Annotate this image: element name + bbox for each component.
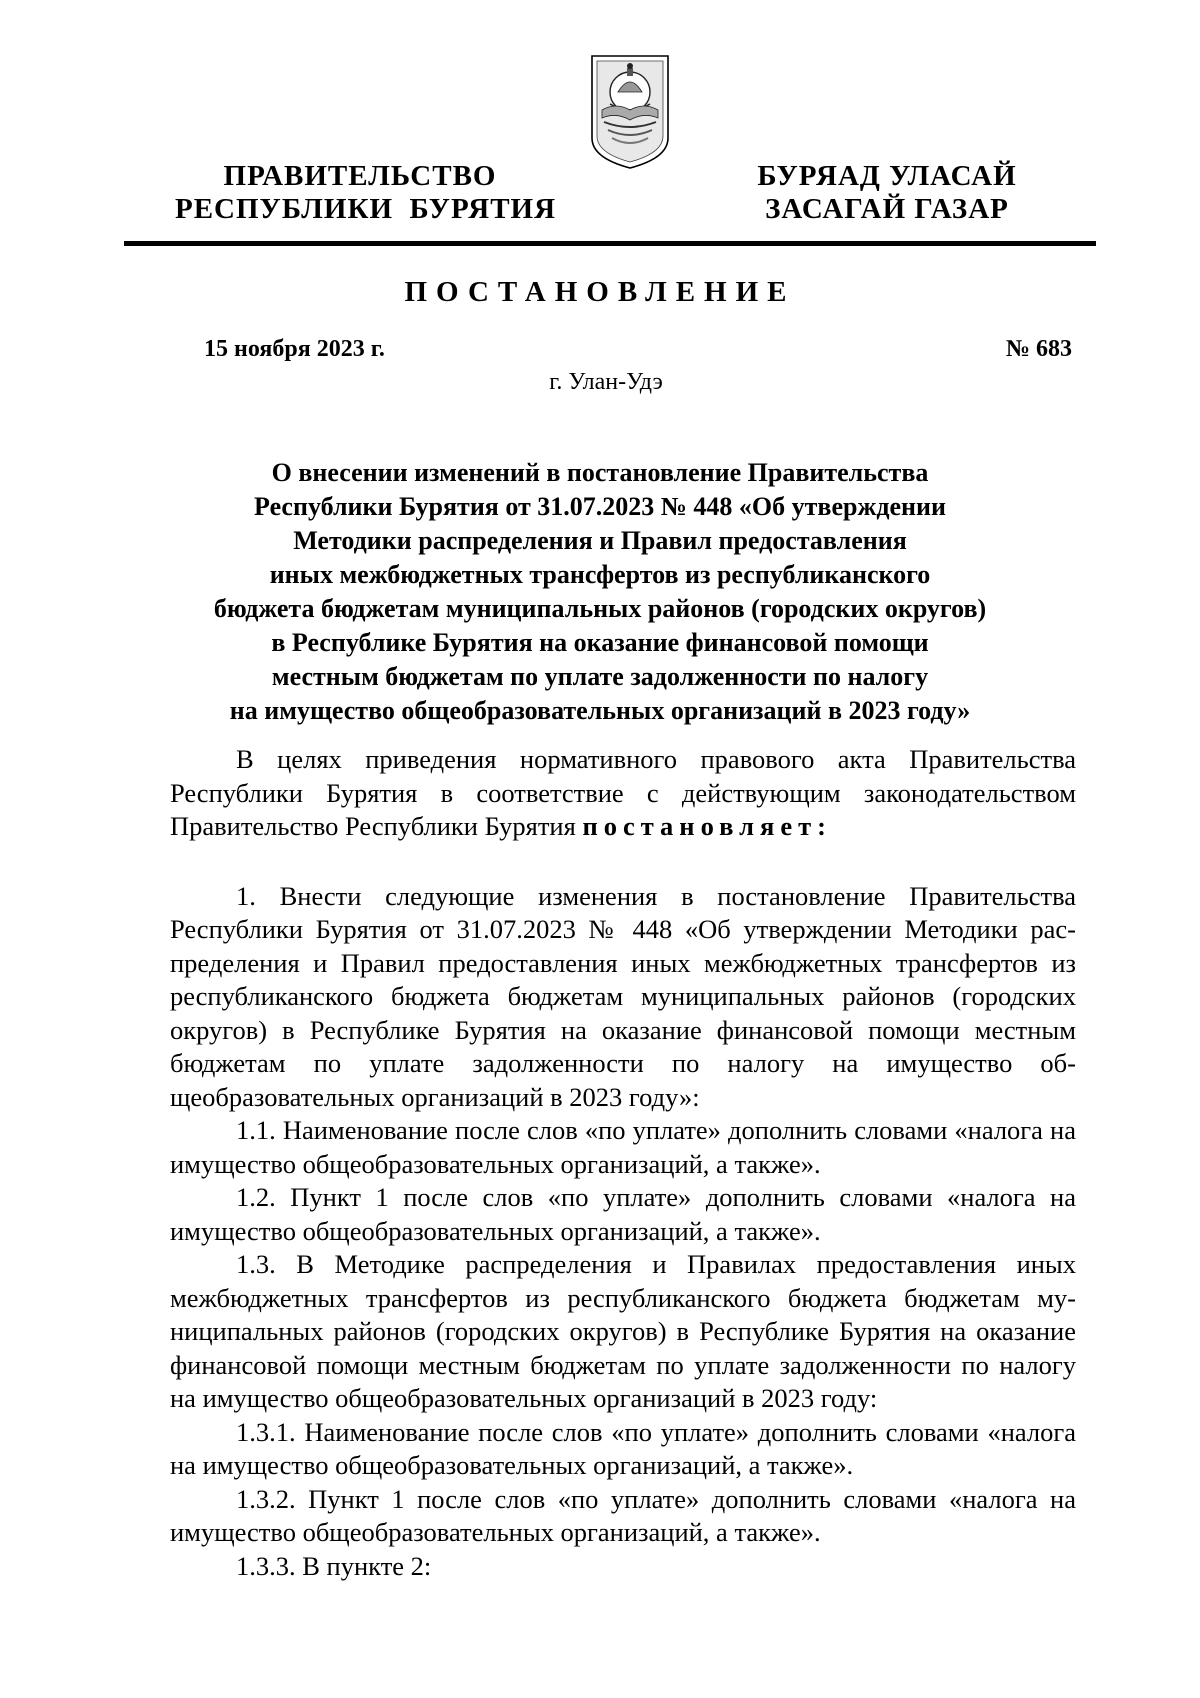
clause-1-3: 1.3. В Методике распределения и Правилах предоставления иных межбюджетных трансфертов из республиканского бюджета бюджетам муниципальных районов (городских округов) в Республике Бурятия на оказание финансовой помощи местным бюджетам по уплате задолженности по налогу на имущество общеобразовательных организаций в 2023 году: bbox=[170, 1249, 1076, 1413]
buryatia-coat-of-arms-icon bbox=[588, 52, 672, 172]
title-line: бюджета бюджетам муниципальных районов (городских округов) bbox=[213, 594, 987, 623]
preamble-resolves: постановляет: bbox=[582, 811, 832, 841]
org-name-buryat bbox=[752, 160, 1022, 226]
clause-1-2: 1.2. Пункт 1 после слов «по уплате» дополнить словами «налога на имущество общеобразовательных организаций, а также». bbox=[170, 1182, 1076, 1246]
clause-1-3-2: 1.3.2. Пункт 1 после слов «по уплате» дополнить словами «налога на имущество общеобразовательных организаций, а также». bbox=[170, 1483, 1076, 1547]
org-name-buryat-line-2: ЗАСАГАЙ ГАЗАР bbox=[765, 193, 1009, 225]
title-line: местным бюджетам по уплате задолженности по налогу bbox=[271, 662, 929, 691]
clause-1-3-3: 1.3.3. В пункте 2: bbox=[236, 1550, 432, 1581]
document-date: 15 ноября 2023 г. bbox=[204, 336, 385, 362]
org-name-russian bbox=[175, 160, 557, 226]
org-name-russian-line-2: РЕСПУБЛИКИ БУРЯТИЯ bbox=[175, 193, 557, 225]
preamble-paragraph bbox=[170, 743, 1076, 844]
document-number: № 683 bbox=[1005, 336, 1072, 362]
header-divider bbox=[124, 241, 1096, 246]
title-line: Республики Бурятия от 31.07.2023 № 448 «Об утверждении bbox=[254, 492, 946, 521]
org-name-buryat-line-1: БУРЯАД УЛАСАЙ bbox=[757, 160, 1017, 192]
document-city: г. Улан-Удэ bbox=[549, 369, 663, 395]
title-line: на имущество общеобразовательных организаций в 2023 году» bbox=[229, 696, 971, 725]
preamble-text: В целях приведения нормативного правового акта Правительства Республики Бурятия в соответствие с действующим законодательством Правительство Республики Бурятия bbox=[170, 744, 1076, 841]
clause-1-1: 1.1. Наименование после слов «по уплате» дополнить словами «налога на имущество общеобразовательных организаций, а также». bbox=[170, 1115, 1076, 1179]
clause-1: 1. Внести следующие изменения в постановление Правительства Республики Бурятия от 31.07.2023 № 448 «Об утверждении Методики распределения и Правил предоставления иных межбюджетных трансфертов из республиканского бюджета бюджетам муниципальных районов (городских округов) в Республике Бурятия на оказание финансовой помощи местным бюджетам по уплате задолженности по налогу на имущество общеобразовательных организаций в 2023 году»: bbox=[170, 880, 1076, 1112]
title-line: иных межбюджетных трансфертов из республиканского bbox=[269, 560, 931, 589]
title-line: О внесении изменений в постановление Правительства bbox=[271, 458, 929, 487]
document-type: ПОСТАНОВЛЕНИЕ bbox=[404, 276, 796, 308]
title-line: Методики распределения и Правил предоставления bbox=[293, 526, 907, 555]
document-body bbox=[170, 743, 1076, 1583]
document-title bbox=[120, 456, 1080, 728]
clause-1-3-1: 1.3.1. Наименование после слов «по уплате» дополнить словами «налога на имущество общеобразовательных организаций, а также». bbox=[170, 1416, 1076, 1480]
title-line: в Республике Бурятия на оказание финансовой помощи bbox=[271, 628, 929, 657]
org-name-russian-line-1: ПРАВИТЕЛЬСТВО bbox=[223, 160, 497, 192]
